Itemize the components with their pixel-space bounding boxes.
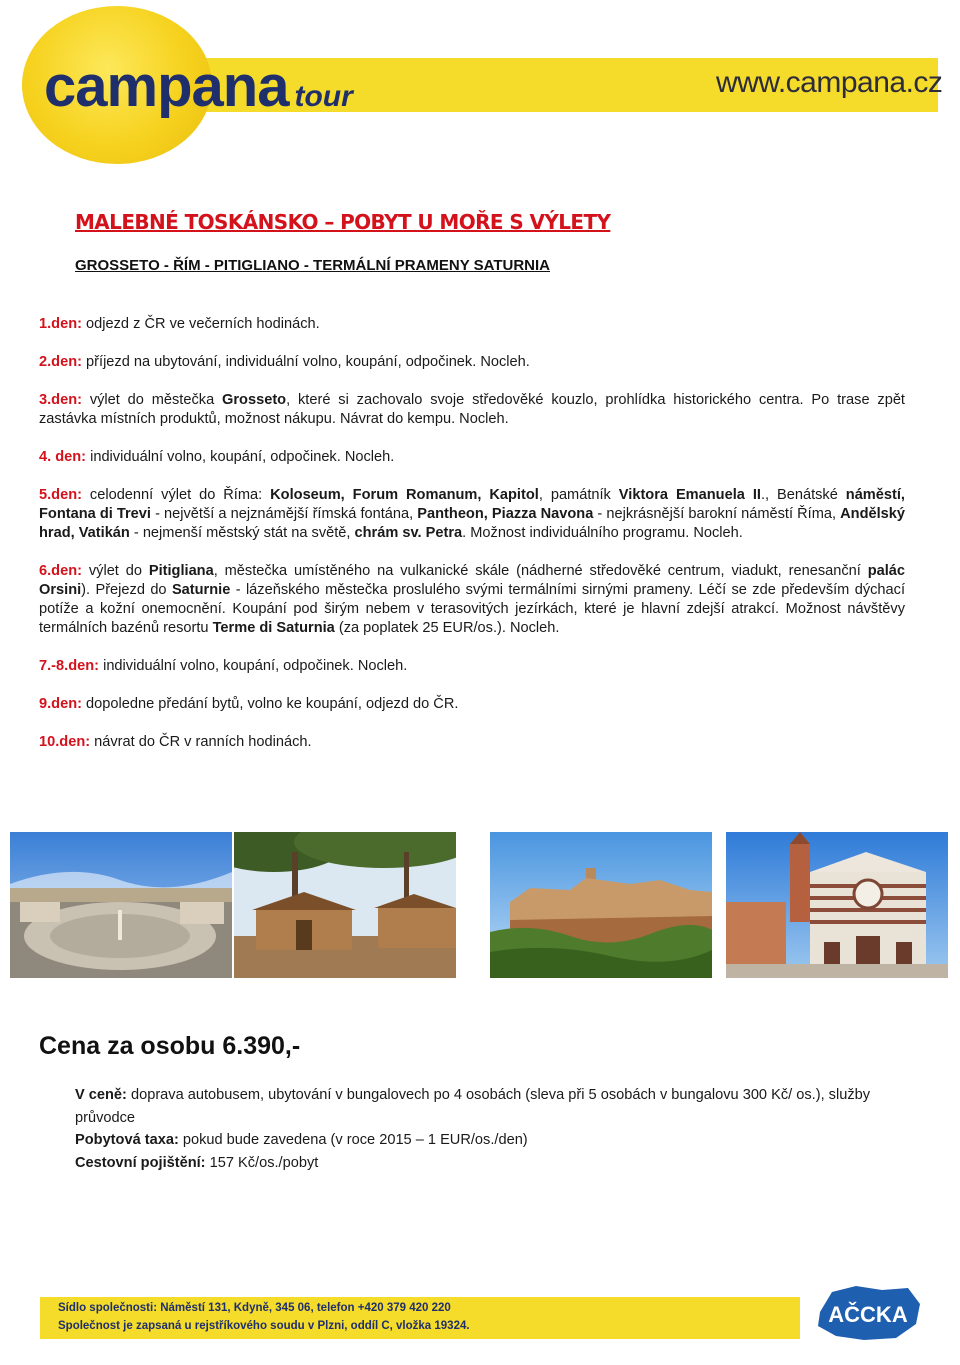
day-label: 2.den: xyxy=(39,354,82,370)
day-text: - nejkrásnější barokní náměstí Říma, xyxy=(593,506,841,522)
day-label: 4. den: xyxy=(39,449,87,465)
footer-address: Sídlo společnosti: Náměstí 131, Kdyně, 345 06, telefon +420 379 420 220 xyxy=(58,1302,451,1314)
highlight: Viktora Emanuela II xyxy=(618,487,761,503)
day-text: . Možnost individuálního programu. Nocleh. xyxy=(462,525,743,541)
page-title: MALEBNÉ TOSKÁNSKO – POBYT U MOŘE S VÝLETY xyxy=(75,210,611,234)
day-text: individuální volno, koupání, odpočinek. Nocleh. xyxy=(99,658,408,674)
day-5 xyxy=(39,486,905,543)
website-link[interactable]: www.campana.cz xyxy=(716,66,943,99)
day-label: 6.den: xyxy=(39,563,82,579)
day-text: celodenní výlet do Říma: xyxy=(81,487,271,503)
bungalows-photo xyxy=(234,832,456,978)
day-6 xyxy=(39,562,905,638)
acka-badge-icon xyxy=(812,1282,924,1344)
tax-label: Pobytová taxa: xyxy=(75,1132,179,1148)
day-4 xyxy=(39,448,905,467)
logo-campana-tour[interactable] xyxy=(44,54,353,119)
day-text: ). Přejezd do xyxy=(81,582,172,598)
day-text: - největší a nejznámější římská fontána, xyxy=(150,506,418,522)
insurance-label: Cestovní pojištění: xyxy=(75,1154,206,1171)
acka-badge-text: AČCKA xyxy=(828,1302,908,1327)
day-label: 9.den: xyxy=(39,696,82,712)
day-text: - lázeňského městečka proslulého svými termálními sirnými prameny. Léčí se zde především dýchací potíže a kožní onemocnění. Koupání pod širým nebem v terasovitých jezírkách, které je hlavní zdejší atrakcí. Možnost návštěvy termálních bazénů resortu xyxy=(39,582,906,636)
vatican-square-photo xyxy=(10,832,232,978)
day-text: , památník xyxy=(538,487,619,503)
day-text: , městečka umístěného na vulkanické skále (nádherné středověké centrum, viadukt, renesanční xyxy=(213,563,868,579)
day-label: 3.den: xyxy=(39,392,82,408)
day-2 xyxy=(39,353,905,372)
day-text: odjezd z ČR ve večerních hodinách. xyxy=(81,316,320,332)
place-grosseto: Grosseto xyxy=(222,392,287,408)
highlight: Saturnie xyxy=(171,582,231,598)
day-text: příjezd na ubytování, individuální volno, koupání, odpočinek. Nocleh. xyxy=(81,354,530,370)
highlight: Terme di Saturnia xyxy=(212,620,335,636)
day-label: 1.den: xyxy=(39,316,82,332)
day-text: návrat do ČR v ranních hodinách. xyxy=(90,734,312,750)
logo-sub-text: tour xyxy=(294,80,353,113)
page-subtitle: GROSSETO - ŘÍM - PITIGLIANO - TERMÁLNÍ PRAMENY SATURNIA xyxy=(75,257,551,274)
included-row xyxy=(75,1084,910,1129)
day-label: 7.-8.den: xyxy=(39,658,100,674)
day-text: výlet do městečka xyxy=(81,392,223,408)
day-label: 10.den: xyxy=(39,734,91,750)
itinerary xyxy=(39,315,905,771)
day-text: , které si zachovalo svoje středověké kouzlo, prohlídka historického centra. Po trase zpět zastávka místních produktů, možnost nákupu. Návrat do kempu. Nocleh. xyxy=(39,392,905,427)
day-7-8 xyxy=(39,657,905,676)
highlight: náměstí, Fontana di Trevi xyxy=(39,487,905,522)
footer-band xyxy=(40,1297,800,1339)
highlight: chrám sv. Petra xyxy=(354,525,463,541)
pitigliano-photo xyxy=(490,832,712,978)
day-text: dopoledne předání bytů, volno ke koupání, odjezd do ČR. xyxy=(81,696,459,712)
day-text: - nejmenší městský stát na světě, xyxy=(129,525,355,541)
highlight: Pitigliana xyxy=(148,563,214,579)
highlight: Andělský hrad, Vatikán xyxy=(39,506,906,541)
included-text: doprava autobusem, ubytování v bungalovech po 4 osobách (sleva při 5 osobách v bungalovu 300 Kč/ os.), služby průvodce xyxy=(75,1087,871,1126)
tax-row xyxy=(75,1129,910,1152)
footer-registration: Společnost je zapsaná u rejstříkového soudu v Plzni, oddíl C, vložka 19324. xyxy=(58,1320,470,1332)
highlight: Koloseum, Forum Romanum, Kapitol xyxy=(270,487,539,503)
day-3 xyxy=(39,391,905,429)
day-text: individuální volno, koupání, odpočinek. Nocleh. xyxy=(86,449,395,465)
day-label: 5.den: xyxy=(39,487,82,503)
day-1 xyxy=(39,315,905,334)
insurance-row xyxy=(75,1152,910,1175)
day-text: (za poplatek 25 EUR/os.). Nocleh. xyxy=(334,620,560,636)
logo-main-text: campana xyxy=(44,54,289,119)
day-text: výlet do xyxy=(81,563,149,579)
price-heading: Cena za osobu 6.390,- xyxy=(39,1032,301,1060)
day-9 xyxy=(39,695,905,714)
price-notes xyxy=(75,1084,910,1174)
insurance-text: 157 Kč/os./pobyt xyxy=(205,1154,319,1171)
day-10 xyxy=(39,733,905,752)
grosseto-cathedral-photo xyxy=(726,832,948,978)
highlight: Pantheon, Piazza Navona xyxy=(417,506,594,522)
tax-text: pokud bude zavedena (v roce 2015 – 1 EUR/os./den) xyxy=(178,1132,528,1148)
included-label: V ceně: xyxy=(75,1087,127,1103)
highlight: palác Orsini xyxy=(39,563,906,598)
day-text: ., Benátské xyxy=(760,487,846,503)
